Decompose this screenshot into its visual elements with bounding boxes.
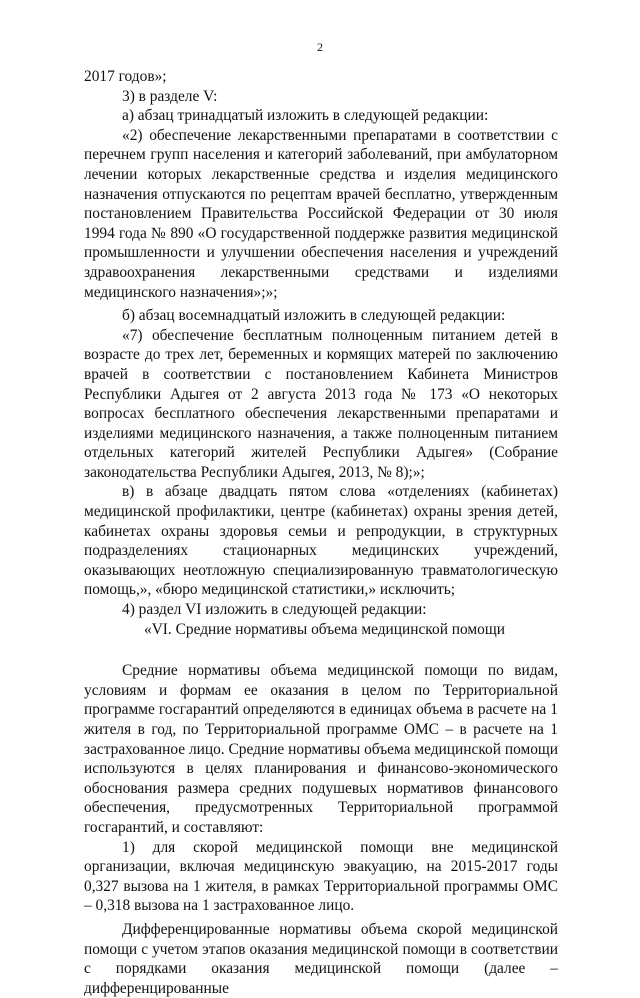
paragraph-norms: Средние нормативы объема медицинской помощи по видам, условиям и формам ее оказания в целом по Территориальной программе госгарантий определяются в единицах объема в расчете на 1 жителя в год, по Территориальной программе ОМС – в расчете на 1 застрахованное лицо. Средние нормативы объема медицинской помощи используются в целях планирования и финансово-экономического обоснования размера средних подушевых нормативов финансового обеспечения, предусмотренных Территориальной программой госгарантий, и составляют: [84,662,558,836]
paragraph-section-v: 3) в разделе V: [122,87,218,105]
paragraph-item-b: б) абзац восемнадцатый изложить в следующей редакции: [122,307,506,325]
paragraph-continuation: 2017 годов»; [84,68,167,85]
page-number: 2 [317,40,323,54]
document-body [84,67,558,998]
paragraph-section-vi: 4) раздел VI изложить в следующей редакции: [122,601,427,619]
paragraph-item-a: а) абзац тринадцатый изложить в следующей редакции: [122,107,489,125]
paragraph-quote-7: «7) обеспечение бесплатным полноценным питанием детей в возрасте до трех лет, беременных и кормящих матерей по заключению врачей в соответствии с постановлением Кабинета Министров Республики Адыгея от 2 августа 2013 года № 173 «О некоторых вопросах бесплатного обеспечения лекарственными препаратами и изделиями медицинского назначения, а также полноценным питанием отдельных категорий жителей Республики Адыгея» (Собрание законодательства Республики Адыгея, 2013, № 8);»; [84,326,558,481]
paragraph-ambulance: 1) для скорой медицинской помощи вне медицинской организации, включая медицинскую эвакуацию, на 2015-2017 годы 0,327 вызова на 1 жителя, в рамках Территориальной программы ОМС – 0,318 вызова на 1 застрахованное лицо. [84,838,558,915]
paragraph-differentiated: Дифференцированные нормативы объема скорой медицинской помощи с учетом этапов оказания медицинской помощи в соответствии с порядками оказания медицинской помощи (далее – дифференцированные [84,920,558,997]
paragraph-quote-2: «2) обеспечение лекарственными препаратами в соответствии с перечнем групп населения и категорий заболеваний, при амбулаторном лечении которых лекарственные средства и изделия медицинского назначения отпускаются по рецептам врачей бесплатно, утвержденным постановлением Правительства Российской Федерации от 30 июля 1994 года № 890 «О государственной поддержке развития медицинской промышленности и улучшении обеспечения населения и учреждений здравоохранения лекарственными средствами и изделиями медицинского назначения»;»; [84,126,558,301]
section-heading: «VI. Средние нормативы объема медицинской помощи [144,620,505,638]
paragraph-item-v: в) в абзаце двадцать пятом слова «отделениях (кабинетах) медицинской профилактики, центре (кабинетах) охраны зрения детей, кабинетах охраны здоровья семьи и репродукции, в структурных подразделениях стационарных медицинских учреждений, оказывающих неотложную специализированную травматологическую помощь,», «бюро медицинской статистики,» исключить; [84,483,558,599]
